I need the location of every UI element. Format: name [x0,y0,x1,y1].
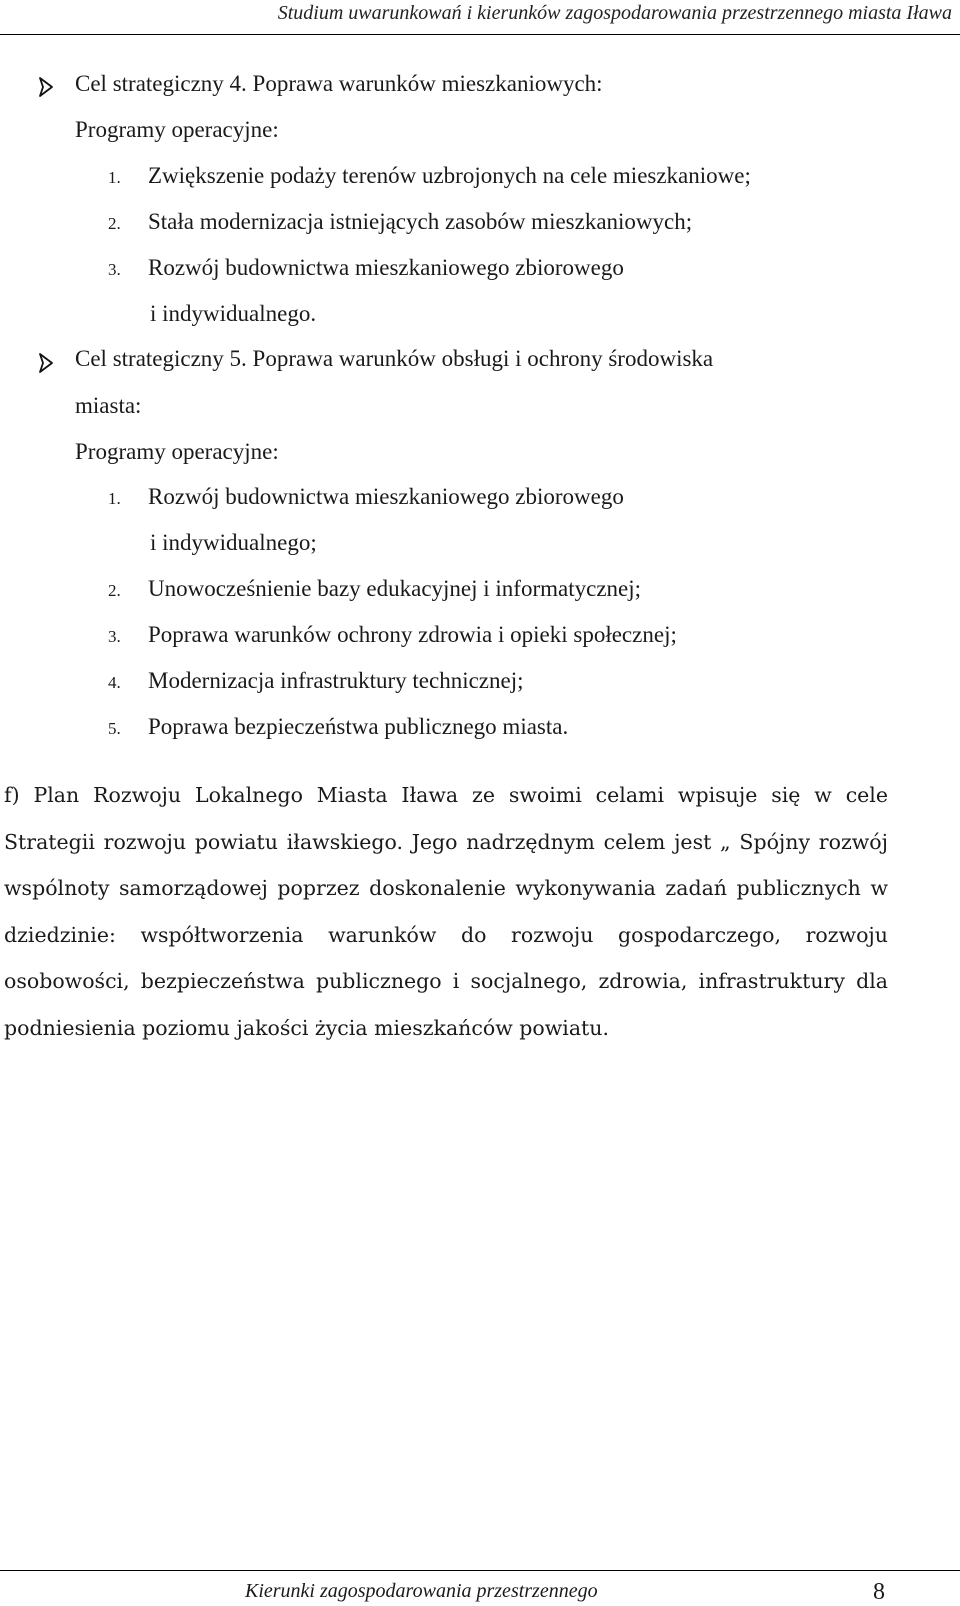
goal5-item-3-number: 3. [108,627,121,646]
goal5-item-5-text: Poprawa bezpieczeństwa publicznego miasta. [148,714,569,739]
arrow-bullet-icon [37,351,57,375]
goal4-programs-label: Programy operacyjne: [75,117,279,142]
goal5-item-3-text: Poprawa warunków ochrony zdrowia i opieki społecznej; [148,622,677,647]
goal5-item-4-number: 4. [108,673,121,692]
footer-divider [0,1570,960,1571]
goal4-item-3-number: 3. [108,260,121,279]
goal4-item-1-number: 1. [108,168,121,187]
goal4-item-3-continuation: i indywidualnego. [150,301,317,326]
goal5-item-4-text: Modernizacja infrastruktury technicznej; [148,668,524,693]
goal4-title: Cel strategiczny 4. Poprawa warunków mieszkaniowych: [75,71,603,96]
goal5-item-1-text: Rozwój budownictwa mieszkaniowego zbiorowego [148,484,624,509]
goal4-item-1-text: Zwiększenie podaży terenów uzbrojonych na cele mieszkaniowe; [148,163,751,188]
goal5-item-5-number: 5. [108,719,121,738]
goal4-item-2-number: 2. [108,214,121,233]
goal5-item-2-number: 2. [108,581,121,600]
page-header [0,0,960,35]
goal5-title: Cel strategiczny 5. Poprawa warunków obsługi i ochrony środowiska [75,346,714,371]
goal5-item-1-number: 1. [108,489,121,508]
goal4-item-3-text: Rozwój budownictwa mieszkaniowego zbiorowego [148,255,624,280]
goal4-item-2-text: Stała modernizacja istniejących zasobów mieszkaniowych; [148,209,693,234]
goal5-item-1-continuation: i indywidualnego; [150,530,317,555]
page-number: 8 [873,1579,885,1605]
goal5-title-continuation: miasta: [75,393,142,418]
footer-title: Kierunki zagospodarowania przestrzennego [245,1580,598,1602]
running-title: Studium uwarunkowań i kierunków zagospodarowania przestrzennego miasta Iława [277,2,952,24]
goal5-item-2-text: Unowocześnienie bazy edukacyjnej i informatycznej; [148,576,642,601]
goal5-programs-label: Programy operacyjne: [75,439,279,464]
paragraph-f: f) Plan Rozwoju Lokalnego Miasta Iława ze swoimi celami wpisuje się w cele Strategii rozwoju powiatu iławskiego. Jego nadrzędnym celem jest „ Spójny rozwój wspólnoty samorządowej poprzez doskonalenie wykonywania zadań publicznych w dziedzinie: współtworzenia warunków do rozwoju gospodarczego, rozwoju osobowości, bezpieczeństwa publicznego i socjalnego, zdrowia, infrastruktury dla podniesienia poziomu jakości życia mieszkańców powiatu. [4,783,888,1040]
arrow-bullet-icon [37,75,57,99]
